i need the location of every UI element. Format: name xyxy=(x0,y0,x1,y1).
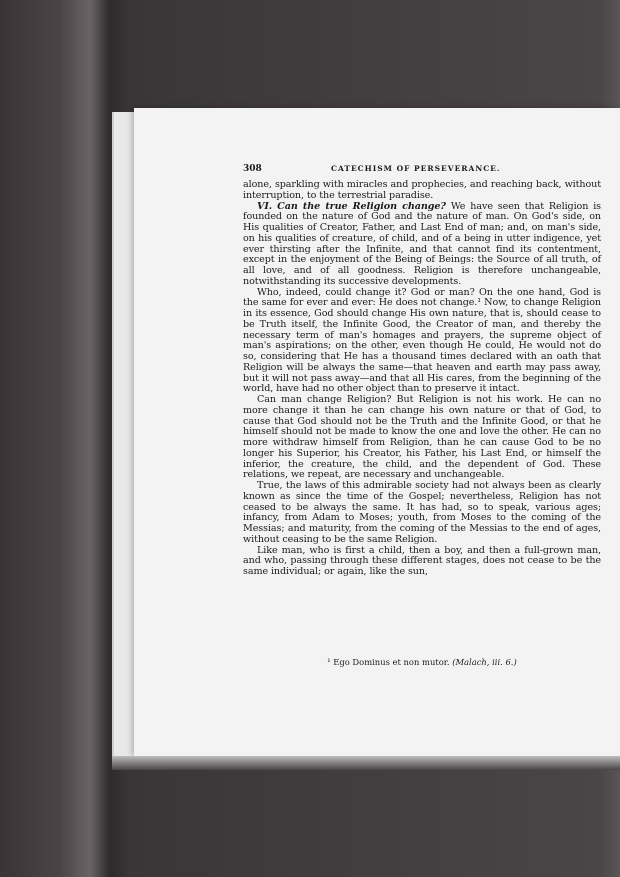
paragraph-who-could-change: Who, indeed, could change it? God or man? On the one hand, God is the same for ever and ever: He does not change.¹ Now, to change Religion in its essence, God should change His own nature, that is, should cease to be Truth itself, the Infinite Good, the Creator of man, and thereby the necessary term of man's homages and prayers, the supreme object of man's aspirations; on the other, even though He could, He would not do so, considering that He has a thousand times declared with an oath that Religion will be always the same—that heaven and earth may pass away, but it will not pass away—and that all His cares, from the beginning of the world, have had no other object than to preserve it intact. xyxy=(243,286,601,395)
page-body xyxy=(243,180,601,578)
page-number: 308 xyxy=(243,164,262,174)
section-heading: VI. Can the true Religion change? xyxy=(257,200,446,212)
footnote-citation: (Malach, iii. 6.) xyxy=(452,657,517,667)
paragraph-continuation: alone, sparkling with miracles and prophecies, and reaching back, without interruption, to the terrestrial paradise. xyxy=(243,179,601,201)
page-bottom-shadow xyxy=(112,756,620,770)
paragraph-can-man-change: Can man change Religion? But Religion is not his work. He can no more change it than he can change his own nature or that of God, to cause that God should not be the Truth and the Infinite Good, or that he himself should not be made to know the one and love the other. He can no more withdraw himself from Religion, than he can cause God to be no longer his Superior, his Creator, his Father, his Last End, or himself the inferior, the creature, the child, and the dependent of God. These relations, we repeat, are necessary and unchangeable. xyxy=(243,394,601,481)
paragraph-laws-of-society: True, the laws of this admirable society had not always been as clearly known as since the time of the Gospel; nevertheless, Religion has not ceased to be always the same. It has had, so to speak, various ages; infancy, from Adam to Moses; youth, from Moses to the coming of the Messias; and maturity, from the coming of the Messias to the end of ages, without ceasing to be the same Religion. xyxy=(243,480,601,545)
paragraph-section-vi xyxy=(243,202,601,288)
page-header xyxy=(243,164,601,176)
footnote-text: ¹ Ego Dominus et non mutor. xyxy=(327,657,450,667)
paragraph-like-man: Like man, who is first a child, then a boy, and then a full-grown man, and who, passing through these different stages, does not cease to be the same individual; or again, like the sun, xyxy=(243,544,601,577)
running-head: CATECHISM OF PERSEVERANCE. xyxy=(331,164,501,173)
section-text: We have seen that Religion is founded on the nature of God and the nature of man. On God's side, on His qualities of Creator, Father, and Last End of man; and, on man's side, on his qualities of creature, of child, and of a being in utter indigence, yet ever thirsting after the Infinite, and that cannot find its contentment, except in the enjoyment of the Being of Beings: the Source of all truth, of all love, and of all goodness. Religion is therefore unchangeable, notwithstanding its successive developments. xyxy=(243,200,602,287)
footnote xyxy=(243,657,601,667)
